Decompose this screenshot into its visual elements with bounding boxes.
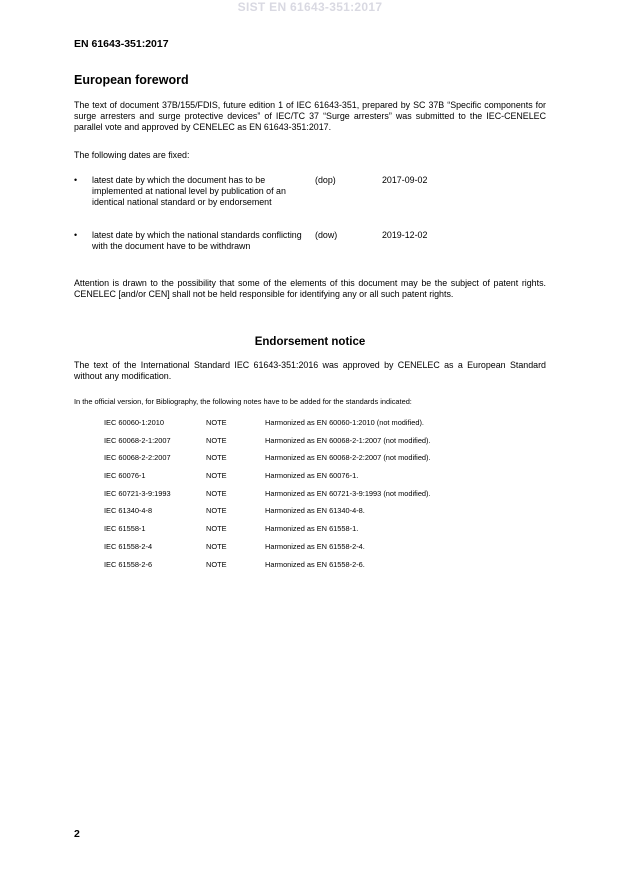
note-label: NOTE [206, 488, 227, 498]
date-code: (dop) [315, 175, 336, 185]
note-text: Harmonized as EN 60060-1:2010 (not modified). [265, 418, 424, 427]
note-text: Harmonized as EN 61558-1. [265, 524, 359, 534]
note-standard: IEC 60076-1 [104, 471, 146, 481]
note-standard: IEC 60068-2-1:2007 [104, 435, 171, 445]
foreword-heading: European foreword [74, 73, 189, 87]
note-text: Harmonized as EN 60076-1. [265, 471, 359, 481]
note-label: NOTE [206, 453, 227, 463]
note-text: Harmonized as EN 60068-2-2:2007 (not modified). [265, 453, 431, 463]
watermark: SIST EN 61643-351:2017 [237, 0, 383, 14]
fixed-dates-intro: The following dates are fixed: [74, 150, 190, 160]
note-standard: IEC 60721-3-9:1993 [104, 488, 171, 498]
note-text: Harmonized as EN 61340-4-8. [265, 506, 365, 516]
note-label: NOTE [206, 524, 227, 534]
note-label: NOTE [206, 506, 227, 516]
date-description: latest date by which the national standards conflicting with the document have to be withdrawn [92, 230, 302, 251]
note-label: NOTE [206, 471, 227, 481]
endorsement-heading: Endorsement notice [254, 336, 366, 348]
document-id: EN 61643-351:2017 [74, 38, 169, 50]
note-text: Harmonized as EN 61558-2-4. [265, 541, 365, 551]
bullet: • [74, 175, 78, 185]
note-standard: IEC 60060-1:2010 [104, 418, 164, 427]
foreword-paragraph: The text of document 37B/155/FDIS, future edition 1 of IEC 61643-351, prepared by SC 37B “Specific components for surge arresters and surge protective devices” of IEC/TC 37 “Surge arresters” was submitted to the IEC-CENELEC parallel vote and approved by CENELEC as EN 61643-351:2017. [74, 100, 546, 132]
date-description: latest date by which the document has to be implemented at national level by publication of an identical national standard or by endorsement [92, 175, 286, 207]
note-text: Harmonized as EN 61558-2-6. [265, 559, 365, 569]
note-standard: IEC 60068-2-2:2007 [104, 453, 171, 463]
page-number: 2 [74, 828, 80, 840]
note-standard: IEC 61558-1 [104, 524, 146, 534]
note-label: NOTE [206, 418, 227, 427]
note-standard: IEC 61340-4-8 [104, 506, 153, 516]
note-standard: IEC 61558-2-4 [104, 541, 153, 551]
endorsement-text: The text of the International Standard IEC 61643-351:2016 was approved by CENELEC as a European Standard without any modification. [74, 360, 546, 381]
note-standard: IEC 61558-2-6 [104, 559, 153, 569]
bullet: • [74, 230, 78, 240]
note-text: Harmonized as EN 60721-3-9:1993 (not modified). [265, 488, 431, 498]
note-label: NOTE [206, 541, 227, 551]
note-text: Harmonized as EN 60068-2-1:2007 (not modified). [265, 435, 431, 445]
note-label: NOTE [206, 559, 227, 569]
patent-attention-paragraph: Attention is drawn to the possibility that some of the elements of this document may be the subject of patent rights. CENELEC [and/or CEN] shall not be held responsible for identifying any or all such patent rights. [74, 278, 546, 299]
date-value: 2017-09-02 [382, 175, 428, 185]
date-value: 2019-12-02 [382, 230, 428, 240]
official-version-note: In the official version, for Bibliography, the following notes have to be added for the standards indicated: [74, 397, 412, 406]
note-label: NOTE [206, 435, 227, 445]
date-code: (dow) [315, 230, 338, 240]
